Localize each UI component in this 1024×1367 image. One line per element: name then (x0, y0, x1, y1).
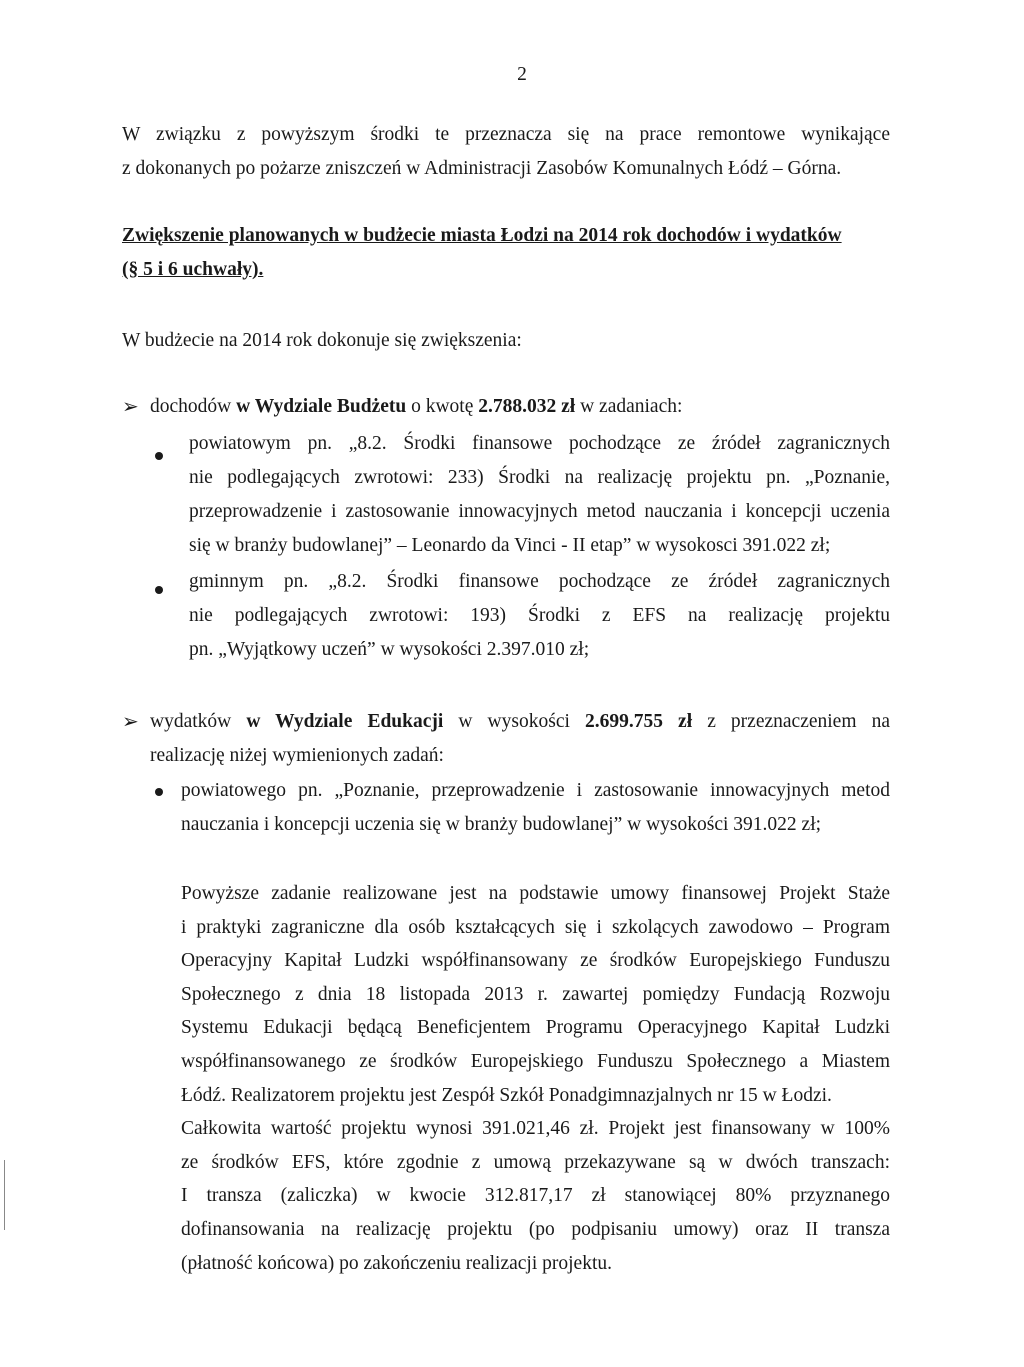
income-pre: dochodów (150, 396, 237, 417)
bullet-icon (155, 586, 163, 594)
income-subitem-1-line-1: powiatowym pn. „8.2. Środki finansowe pochodzące ze źródeł zagranicznych (189, 433, 890, 454)
arrow-bullet-icon: ➢ (122, 396, 139, 418)
paragraph-line: Całkowita wartość projektu wynosi 391.021,46 zł. Projekt jest finansowany w 100% (181, 1118, 890, 1140)
income-subitem-1 (189, 427, 890, 563)
heading-line-1: Zwiększenie planowanych w budżecie miasta Łodzi na 2014 rok dochodów i wydatków (122, 225, 842, 246)
expense-pre: wydatków (150, 711, 247, 732)
income-mid: o kwotę (406, 396, 479, 417)
income-line (150, 390, 890, 424)
scan-margin-mark (4, 1160, 5, 1230)
project-paragraph (181, 877, 890, 1280)
intro-line-1: W związku z powyższym środki te przeznacza się na prace remontowe wynikające (122, 124, 890, 145)
paragraph-line: Operacyjny Kapitał Ludzki współfinansowany ze środków Europejskiego Funduszu (181, 950, 890, 972)
income-department: w Wydziale Budżetu (236, 396, 407, 417)
income-subitem-1-line-4: się w branży budowlanej” – Leonardo da Vinci - II etap” w wysokosci 391.022 zł; (189, 535, 831, 556)
paragraph-line: (płatność końcowa) po zakończeniu realizacji projektu. (181, 1252, 612, 1274)
expense-mid: w wysokości (443, 711, 585, 732)
expense-line-1 (150, 705, 890, 739)
paragraph-line: Społecznego z dnia 18 listopada 2013 r. zawartej pomiędzy Fundacją Rozwoju (181, 983, 890, 1005)
heading-line-2: (§ 5 i 6 uchwały). (122, 259, 264, 280)
arrow-bullet-icon: ➢ (122, 711, 139, 733)
bullet-icon (155, 788, 163, 796)
income-subitem-1-line-3: przeprowadzenie i zastosowanie innowacyjnych metod nauczania i koncepcji uczenia (189, 501, 890, 522)
income-amount: 2.788.032 zł (478, 396, 576, 417)
income-item (150, 390, 890, 424)
intro-paragraph (122, 118, 890, 186)
income-subitem-2-line-2: nie podlegających zwrotowi: 193) Środki z EFS na realizację projektu (189, 605, 890, 626)
income-post: w zadaniach: (575, 396, 683, 417)
paragraph-line: i praktyki zagraniczne dla osób kształcących się i szkolących zawodowo – Program (181, 916, 890, 938)
paragraph-line: Łódź. Realizatorem projektu jest Zespół Szkół Ponadgimnazjalnych nr 15 w Łodzi. (181, 1084, 832, 1106)
paragraph-line: ze środków EFS, które zgodnie z umową przekazywane są w dwóch transzach: (181, 1151, 890, 1173)
expense-subitem-1-line-2: nauczania i koncepcji uczenia się w branży budowlanej” w wysokości 391.022 zł; (181, 814, 822, 835)
paragraph-line: dofinansowania na realizację projektu (po podpisaniu umowy) oraz II transza (181, 1218, 890, 1240)
expense-item (150, 705, 890, 773)
income-subitem-1-line-2: nie podlegających zwrotowi: 233) Środki na realizację projektu pn. „Poznanie, (189, 467, 890, 488)
expense-line-2: realizację niżej wymienionych zadań: (150, 745, 444, 766)
paragraph-line: Systemu Edukacji będącą Beneficjentem Programu Operacyjnego Kapitał Ludzki (181, 1017, 890, 1039)
income-subitem-2-line-1: gminnym pn. „8.2. Środki finansowe pochodzące ze źródeł zagranicznych (189, 571, 890, 592)
bullet-icon (155, 452, 163, 460)
income-subitem-2 (189, 565, 890, 667)
paragraph-line: I transza (zaliczka) w kwocie 312.817,17 zł stanowiącej 80% przyznanego (181, 1185, 890, 1207)
page-number: 2 (517, 64, 527, 85)
expense-department: w Wydziale Edukacji (246, 711, 444, 732)
expense-subitem-1 (181, 774, 890, 842)
budget-intro (122, 324, 890, 358)
budget-intro-text: W budżecie na 2014 rok dokonuje się zwiększenia: (122, 330, 522, 351)
intro-line-2: z dokonanych po pożarze zniszczeń w Administracji Zasobów Komunalnych Łódź – Górna. (122, 158, 842, 179)
income-subitem-2-line-3: pn. „Wyjątkowy uczeń” w wysokości 2.397.010 zł; (189, 639, 590, 660)
paragraph-line: Powyższe zadanie realizowane jest na podstawie umowy finansowej Projekt Staże (181, 883, 890, 904)
expense-amount: 2.699.755 zł (584, 711, 693, 732)
expense-subitem-1-line-1: powiatowego pn. „Poznanie, przeprowadzenie i zastosowanie innowacyjnych metod (181, 780, 890, 801)
section-heading (122, 219, 890, 287)
paragraph-line: współfinansowanego ze środków Europejskiego Funduszu Społecznego a Miastem (181, 1050, 890, 1072)
expense-post: z przeznaczeniem na (692, 711, 890, 732)
